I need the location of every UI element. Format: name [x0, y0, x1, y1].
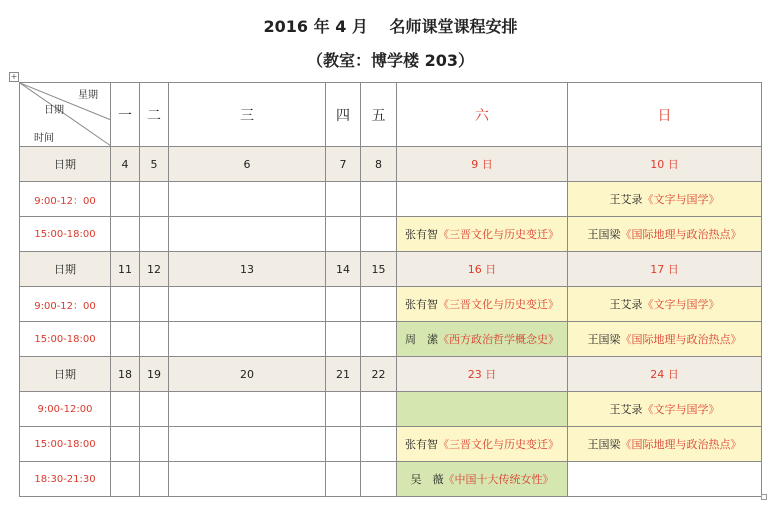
schedule-table: [19, 82, 762, 497]
course-title: 《中国十大传统女性》: [443, 473, 554, 486]
empty-weekday-cell: [140, 462, 169, 497]
teacher-name: 张有智: [405, 438, 438, 451]
empty-weekday-cell: [361, 217, 397, 252]
time-slot-label: 9:00-12：00: [20, 182, 111, 217]
time-slot-label: 9:00-12:00: [20, 392, 111, 427]
date-row-label: 日期: [20, 252, 111, 287]
page-subtitle: （教室：博学楼 203）: [307, 51, 474, 70]
weekday-thu: 四: [326, 83, 361, 147]
empty-weekday-cell: [361, 182, 397, 217]
time-slot-row: [20, 287, 762, 322]
sat-course-cell: [397, 392, 568, 427]
weekday-sun: 日: [568, 83, 762, 147]
sun-course-cell: [568, 287, 762, 322]
teacher-name: 王艾录: [609, 193, 643, 206]
date-cell: 15: [361, 252, 397, 287]
course-title: 《文字与国学》: [642, 298, 720, 311]
empty-weekday-cell: [169, 182, 326, 217]
header-row: [20, 83, 762, 147]
time-slot-label: 18:30-21:30: [20, 462, 111, 497]
sat-course-cell: [397, 182, 568, 217]
teacher-name: 王艾录: [609, 298, 643, 311]
course-title: 《西方政治哲学概念史》: [438, 333, 559, 346]
empty-weekday-cell: [140, 217, 169, 252]
time-slot-label: 15:00-18:00: [20, 322, 111, 357]
date-cell: 12: [140, 252, 169, 287]
empty-weekday-cell: [361, 392, 397, 427]
date-cell: 21: [326, 357, 361, 392]
time-slot-label: 9:00-12：00: [20, 287, 111, 322]
date-cell: 5: [140, 147, 169, 182]
date-cell: 14: [326, 252, 361, 287]
sat-course-cell: [397, 322, 568, 357]
sat-course-cell: [397, 462, 568, 497]
empty-weekday-cell: [326, 427, 361, 462]
empty-weekday-cell: [326, 322, 361, 357]
empty-weekday-cell: [361, 322, 397, 357]
date-cell: 20: [169, 357, 326, 392]
empty-weekday-cell: [140, 427, 169, 462]
date-cell: 24 日: [568, 357, 762, 392]
page-title: 2016 年 4 月 名师课堂课程安排: [263, 17, 518, 36]
empty-weekday-cell: [169, 217, 326, 252]
course-title: 《国际地理与政治热点》: [620, 333, 742, 346]
date-cell: 13: [169, 252, 326, 287]
empty-weekday-cell: [326, 182, 361, 217]
teacher-name: 张有智: [405, 298, 438, 311]
sat-course-cell: [397, 427, 568, 462]
time-slot-row: [20, 462, 762, 497]
sun-course-cell: [568, 392, 762, 427]
time-slot-label: 15:00-18:00: [20, 217, 111, 252]
teacher-name: 吴 薇: [410, 473, 444, 486]
corner-time-label: 时间: [34, 133, 54, 144]
sun-course-cell: [568, 182, 762, 217]
time-slot-row: [20, 427, 762, 462]
date-row: [20, 147, 762, 182]
date-cell: 22: [361, 357, 397, 392]
course-title: 《文字与国学》: [642, 403, 720, 416]
empty-weekday-cell: [361, 427, 397, 462]
date-row-label: 日期: [20, 147, 111, 182]
date-cell: 10 日: [568, 147, 762, 182]
sun-course-cell: [568, 322, 762, 357]
date-cell: 6: [169, 147, 326, 182]
weekday-wed: 三: [169, 83, 326, 147]
time-slot-label: 15:00-18:00: [20, 427, 111, 462]
date-row: [20, 252, 762, 287]
corner-cell: [20, 83, 111, 147]
empty-weekday-cell: [111, 462, 140, 497]
course-title: 《三晋文化与历史变迁》: [438, 438, 559, 451]
date-cell: 23 日: [397, 357, 568, 392]
date-cell: 19: [140, 357, 169, 392]
sat-course-cell: [397, 287, 568, 322]
empty-weekday-cell: [169, 427, 326, 462]
date-row: [20, 357, 762, 392]
course-title: 《文字与国学》: [642, 193, 720, 206]
course-title: 《国际地理与政治热点》: [620, 228, 742, 241]
sun-course-cell: [568, 217, 762, 252]
teacher-name: 周 潆: [405, 333, 438, 346]
time-slot-row: [20, 182, 762, 217]
empty-weekday-cell: [169, 392, 326, 427]
date-cell: 7: [326, 147, 361, 182]
empty-weekday-cell: [326, 217, 361, 252]
time-slot-row: [20, 217, 762, 252]
empty-weekday-cell: [169, 462, 326, 497]
empty-weekday-cell: [326, 462, 361, 497]
date-cell: 8: [361, 147, 397, 182]
empty-weekday-cell: [169, 287, 326, 322]
empty-weekday-cell: [326, 392, 361, 427]
empty-weekday-cell: [111, 392, 140, 427]
table-resize-handle-icon[interactable]: [761, 494, 767, 500]
date-cell: 11: [111, 252, 140, 287]
date-cell: 18: [111, 357, 140, 392]
weekday-fri: 五: [361, 83, 397, 147]
empty-weekday-cell: [111, 182, 140, 217]
empty-weekday-cell: [111, 287, 140, 322]
date-cell: 17 日: [568, 252, 762, 287]
teacher-name: 王国梁: [587, 438, 621, 451]
teacher-name: 王国梁: [587, 228, 621, 241]
teacher-name: 王国梁: [587, 333, 621, 346]
corner-weekday-label: 星期: [78, 90, 98, 101]
empty-weekday-cell: [140, 322, 169, 357]
table-move-handle-icon[interactable]: +: [10, 72, 18, 81]
teacher-name: 张有智: [405, 228, 438, 241]
empty-weekday-cell: [111, 322, 140, 357]
empty-weekday-cell: [140, 287, 169, 322]
empty-weekday-cell: [326, 287, 361, 322]
date-cell: 9 日: [397, 147, 568, 182]
date-cell: 4: [111, 147, 140, 182]
date-cell: 16 日: [397, 252, 568, 287]
empty-weekday-cell: [111, 427, 140, 462]
sun-course-cell: [568, 462, 762, 497]
course-title: 《三晋文化与历史变迁》: [438, 298, 559, 311]
sat-course-cell: [397, 217, 568, 252]
date-row-label: 日期: [20, 357, 111, 392]
corner-date-label: 日期: [44, 105, 64, 116]
sun-course-cell: [568, 427, 762, 462]
empty-weekday-cell: [140, 392, 169, 427]
time-slot-row: [20, 392, 762, 427]
empty-weekday-cell: [169, 322, 326, 357]
time-slot-row: [20, 322, 762, 357]
weekday-mon: 一: [111, 83, 140, 147]
empty-weekday-cell: [140, 182, 169, 217]
weekday-sat: 六: [397, 83, 568, 147]
empty-weekday-cell: [111, 217, 140, 252]
empty-weekday-cell: [361, 287, 397, 322]
empty-weekday-cell: [361, 462, 397, 497]
teacher-name: 王艾录: [609, 403, 643, 416]
weekday-tue: 二: [140, 83, 169, 147]
course-title: 《三晋文化与历史变迁》: [438, 228, 559, 241]
course-title: 《国际地理与政治热点》: [620, 438, 742, 451]
